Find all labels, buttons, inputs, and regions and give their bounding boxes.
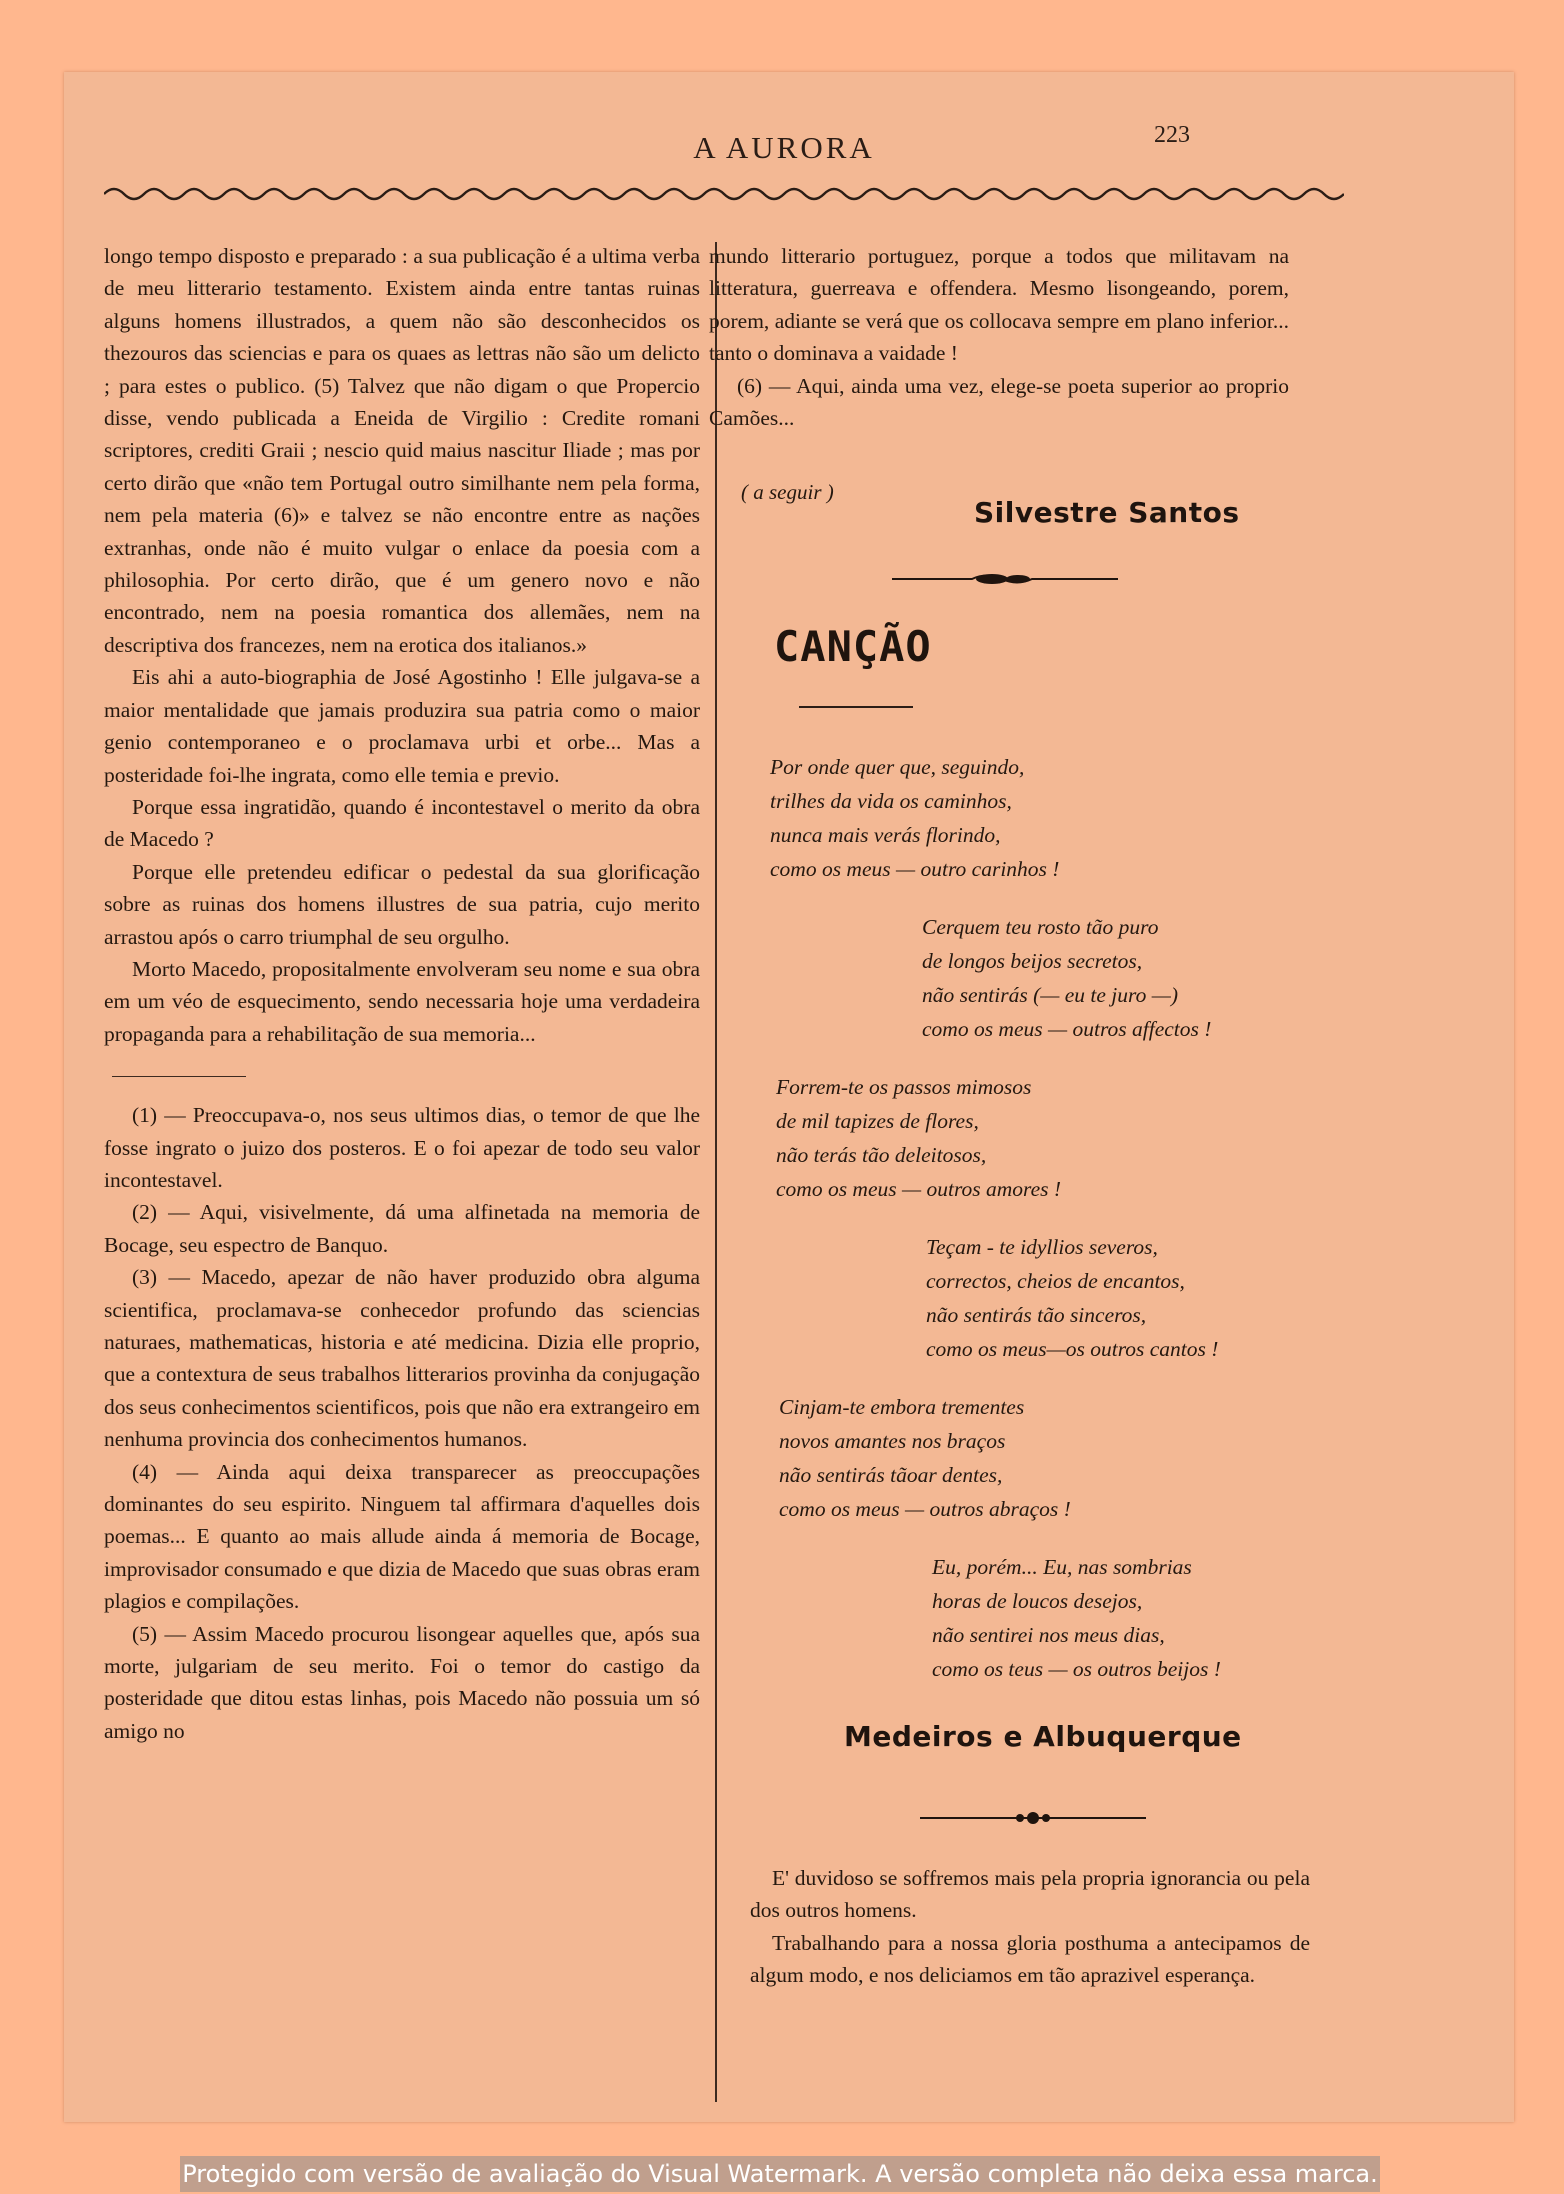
poem-line: como os meus—os outros cantos ! bbox=[926, 1337, 1219, 1361]
poem-line: não sentirás tão sinceros, bbox=[926, 1303, 1147, 1327]
poem-stanza bbox=[779, 1390, 1071, 1526]
left-column bbox=[104, 240, 700, 1747]
divider-ornament bbox=[920, 1810, 1146, 1826]
poem-line: não sentirás (— eu te juro —) bbox=[922, 983, 1178, 1007]
poem-line: não sentirei nos meus dias, bbox=[932, 1623, 1165, 1647]
poem-line: nunca mais verás florindo, bbox=[770, 823, 1001, 847]
poem-line: como os meus — outro carinhos ! bbox=[770, 857, 1060, 881]
poem-line: Eu, porém... Eu, nas sombrias bbox=[932, 1555, 1192, 1579]
aphorism-paragraph: Trabalhando para a nossa gloria posthuma a antecipamos de algum modo, e nos deliciamos em tão aprazivel esperança. bbox=[750, 1930, 1310, 1988]
page-number: 223 bbox=[1154, 122, 1190, 148]
column-divider bbox=[715, 242, 717, 2102]
footnote: (4) — Ainda aqui deixa transparecer as preoccupações dominantes do seu espirito. Ninguem tal affirmara d'aquelles dois poemas... E quanto ao mais allude ainda á memoria de Bocage, improvisador consumado e que dizia de Macedo que suas obras eram plagios e compilações. bbox=[104, 1459, 700, 1614]
poem-title-underline bbox=[799, 706, 913, 708]
aphorism-block bbox=[750, 1862, 1310, 1992]
divider-ornament bbox=[892, 570, 1118, 588]
footnote: (6) — Aqui, ainda uma vez, elege-se poeta superior ao proprio Camões... bbox=[709, 373, 1289, 431]
footnote-separator bbox=[112, 1076, 246, 1077]
poem-line: Teçam - te idyllios severos, bbox=[926, 1235, 1158, 1259]
poem-line: Cinjam-te embora trementes bbox=[779, 1395, 1025, 1419]
poem-line: de longos beijos secretos, bbox=[922, 949, 1143, 973]
newspaper-title: A AURORA bbox=[693, 130, 875, 165]
footnote: (3) — Macedo, apezar de não haver produzido obra alguma scientifica, proclamava-se conhecedor profundo das sciencias naturaes, mathematicas, historia e até medicina. Dizia elle proprio, que a contextura de seus trabalhos litterarios provinha da conjugação dos seus conhecimentos scientificos, pois que não era extrangeiro em nenhuma provincia dos conhecimentos humanos. bbox=[104, 1265, 700, 1452]
footnote: (5) — Assim Macedo procurou lisongear aquelles que, após sua morte, julgariam de seu merito. Foi o temor do castigo da posteridade que ditou estas linhas, pois Macedo não possuia um só amigo no bbox=[104, 1621, 700, 1743]
watermark-notice: Protegido com versão de avaliação do Visual Watermark. A versão completa não deixa essa marca. bbox=[180, 2156, 1380, 2192]
aphorism-paragraph: E' duvidoso se soffremos mais pela propria ignorancia ou pela dos outros homens. bbox=[750, 1866, 1310, 1923]
poem-line: de mil tapizes de flores, bbox=[776, 1109, 979, 1133]
poem-line: como os meus — outros amores ! bbox=[776, 1177, 1062, 1201]
poem-line: não sentirás tãoar dentes, bbox=[779, 1463, 1003, 1487]
right-column-continuation bbox=[709, 240, 1289, 434]
poem-stanza bbox=[776, 1070, 1061, 1206]
poem-line: trilhes da vida os caminhos, bbox=[770, 789, 1012, 813]
footnote: (2) — Aqui, visivelmente, dá uma alfinetada na memoria de Bocage, seu espectro de Banquo. bbox=[104, 1200, 700, 1257]
article-author: Silvestre Santos bbox=[974, 496, 1240, 529]
header-ornament-rule bbox=[104, 182, 1344, 206]
poem-line: novos amantes nos braços bbox=[779, 1429, 1006, 1453]
poem-line: Forrem-te os passos mimosos bbox=[776, 1075, 1032, 1099]
article-paragraph: Eis ahi a auto-biographia de José Agostinho ! Elle julgava-se a maior mentalidade que jamais produzira sua patria como o maior genio contemporaneo e o proclamava urbi et orbe... Mas a posteridade foi-lhe ingrata, como elle temia e previo. bbox=[104, 665, 700, 787]
poem-line: como os meus — outros abraços ! bbox=[779, 1497, 1071, 1521]
poem-line: como os meus — outros affectos ! bbox=[922, 1017, 1212, 1041]
poem-author: Medeiros e Albuquerque bbox=[844, 1720, 1242, 1753]
poem-line: horas de loucos desejos, bbox=[932, 1589, 1143, 1613]
article-paragraph: mundo litterario portuguez, porque a todos que militavam na litteratura, guerreava e offendera. Mesmo lisongeando, porem, porem, adiante se verá que os collocava sempre em plano inferior... tanto o dominava a vaidade ! bbox=[709, 244, 1289, 366]
poem-line: Por onde quer que, seguindo, bbox=[770, 755, 1025, 779]
poem-line: não terás tão deleitosos, bbox=[776, 1143, 987, 1167]
newspaper-page bbox=[64, 72, 1514, 2122]
poem-stanza bbox=[922, 910, 1211, 1046]
poem-stanza bbox=[932, 1550, 1221, 1686]
footnote: (1) — Preoccupava-o, nos seus ultimos dias, o temor de que lhe fosse ingrato o juizo dos posteros. E o foi apezar de todo seu valor incontestavel. bbox=[104, 1103, 700, 1192]
poem-title: CANÇÃO bbox=[774, 622, 932, 671]
article-paragraph: Porque essa ingratidão, quando é incontestavel o merito da obra de Macedo ? bbox=[104, 794, 700, 852]
poem-line: correctos, cheios de encantos, bbox=[926, 1269, 1185, 1293]
article-paragraph: Porque elle pretendeu edificar o pedestal da sua glorificação sobre as ruinas dos homens illustres de sua patria, cujo merito arrastou após o carro triumphal de seu orgulho. bbox=[104, 859, 700, 949]
continued-notice: ( a seguir ) bbox=[741, 480, 834, 504]
article-paragraph: longo tempo disposto e preparado : a sua publicação é a ultima verba de meu litterario testamento. Existem ainda entre tantas ruinas alguns homens illustrados, a quem não são desconhecidos os thezouros das sciencias e para os quaes as lettras não são um delicto ; para estes o publico. (5) Talvez que não digam o que Propercio disse, vendo publicada a Eneida de Virgilio : Credite romani scriptores, crediti Graii ; nescio quid maius nascitur Iliade ; mas por certo dirão que «não tem Portugal outro similhante nem pela forma, nem pela materia (6)» e talvez se não encontre entre as nações extranhas, onde não é muito vulgar o enlace da poesia com a philosophia. Por certo dirão, que é um genero novo e não encontrado, nem na poesia romantica dos allemães, nem na descriptiva dos francezes, nem na erotica dos italianos.» bbox=[104, 244, 700, 657]
poem-line: como os teus — os outros beijos ! bbox=[932, 1657, 1221, 1681]
article-paragraph: Morto Macedo, propositalmente envolveram seu nome e sua obra em um véo de esquecimento, sendo necessaria hoje uma verdadeira propaganda para a rehabilitação de sua memoria... bbox=[104, 956, 700, 1046]
poem-line: Cerquem teu rosto tão puro bbox=[922, 915, 1159, 939]
poem-stanza bbox=[926, 1230, 1218, 1366]
poem-stanza bbox=[770, 750, 1059, 886]
